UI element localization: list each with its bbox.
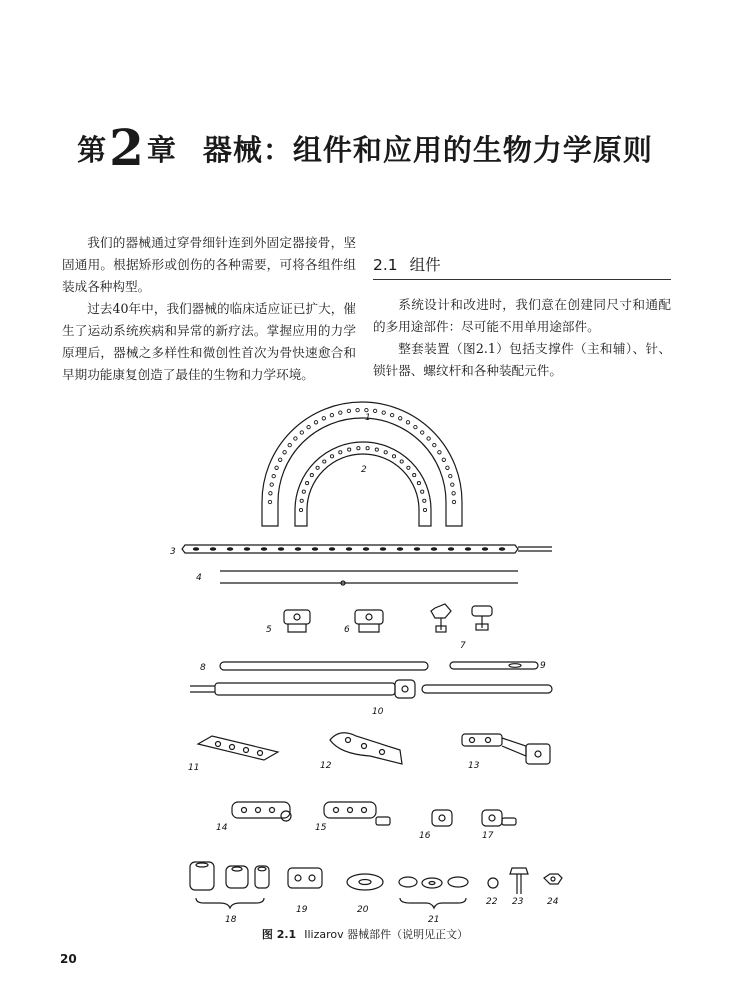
hole <box>323 460 326 463</box>
hole <box>294 437 297 440</box>
hole <box>322 417 325 420</box>
hole <box>482 547 488 551</box>
part-19-connector <box>288 868 322 888</box>
part-15-threaded-post <box>324 802 390 825</box>
hole <box>300 499 303 502</box>
part-5-wire-fixation-bolt <box>284 610 310 632</box>
part-label-15: 15 <box>315 823 327 833</box>
part-label-13: 13 <box>468 761 480 771</box>
part-label-4: 4 <box>196 573 202 583</box>
hole <box>417 482 420 485</box>
hole <box>390 413 393 416</box>
hole <box>363 547 369 551</box>
hole <box>400 460 403 463</box>
hole <box>210 547 216 551</box>
hole <box>302 490 305 493</box>
hole <box>193 547 199 551</box>
hole <box>348 448 351 451</box>
hole <box>392 455 395 458</box>
hole <box>423 508 426 511</box>
hole <box>310 474 313 477</box>
paragraph: 过去40年中，我们器械的临床适应证已扩大，催生了运动系统疾病和异常的新疗法。掌握应用的力学原理后，器械之多样性和微创性首次为骨快速愈合和早期功能康复创造了最佳的生物和力学环境。 <box>62 301 356 382</box>
chapter-number: 2 <box>109 118 145 177</box>
hole <box>272 474 275 477</box>
hole <box>421 490 424 493</box>
hole <box>339 451 342 454</box>
hole <box>346 547 352 551</box>
hole <box>433 443 436 446</box>
part-label-19: 19 <box>296 905 308 915</box>
page-number: 20 <box>60 952 77 966</box>
part-label-6: 6 <box>344 625 350 635</box>
hole <box>406 421 409 424</box>
hole <box>375 448 378 451</box>
hole <box>244 547 250 551</box>
part-13-twisted-plate <box>462 734 550 764</box>
part-12-curved-plate <box>330 733 402 764</box>
hole <box>380 547 386 551</box>
hole <box>227 547 233 551</box>
hole <box>278 547 284 551</box>
figure-apparatus-components <box>160 398 580 925</box>
paragraph: 我们的器械通过穿骨细针连到外固定器接骨，坚固通用。根据矫形或创伤的各种需要，可将各组件组装成各种构型。 <box>62 235 356 294</box>
hole <box>357 447 360 450</box>
hole <box>397 547 403 551</box>
part-label-20: 20 <box>357 905 369 915</box>
hole <box>270 483 273 486</box>
part-label-11: 11 <box>188 763 200 773</box>
hole <box>295 547 301 551</box>
part-label-1: 1 <box>365 413 371 423</box>
part-24-nut <box>544 874 562 884</box>
section-heading <box>373 253 671 280</box>
hole <box>384 451 387 454</box>
section-title: 组件 <box>409 256 441 274</box>
part-label-21: 21 <box>428 915 440 925</box>
hole <box>442 458 445 461</box>
hole <box>414 547 420 551</box>
part-20-serrated-washer <box>347 874 383 890</box>
hole <box>275 466 278 469</box>
part-3-long-plate <box>182 545 552 553</box>
part-label-8: 8 <box>200 663 206 673</box>
part-11-straight-plate <box>198 736 278 760</box>
hole <box>413 474 416 477</box>
figure-caption-text: Ilizarov 器械部件（说明见正文） <box>304 928 469 941</box>
hole <box>306 482 309 485</box>
components-drawing <box>160 398 580 925</box>
part-label-10: 10 <box>372 707 384 717</box>
hole <box>451 483 454 486</box>
part-8-threaded-rod <box>220 662 428 670</box>
hole <box>452 500 455 503</box>
hole <box>268 500 271 503</box>
hole <box>382 411 385 414</box>
part-23-bolt <box>510 868 528 894</box>
part-label-5: 5 <box>266 625 272 635</box>
part-label-9: 9 <box>540 661 546 671</box>
hole <box>299 508 302 511</box>
hole <box>314 421 317 424</box>
section-number: 2.1 <box>373 256 398 274</box>
hole <box>347 409 350 412</box>
part-label-17: 17 <box>482 831 494 841</box>
hole <box>452 492 455 495</box>
part-label-7: 7 <box>460 641 466 651</box>
hole <box>431 547 437 551</box>
figure-number: 图 2.1 <box>261 928 297 941</box>
part-label-23: 23 <box>512 897 524 907</box>
part-4-wires <box>220 571 518 585</box>
hole <box>399 417 402 420</box>
left-column <box>62 232 356 386</box>
hole <box>427 437 430 440</box>
hole <box>421 431 424 434</box>
hole <box>407 466 410 469</box>
paragraph: 系统设计和改进时，我们意在创建同尺寸和通配的多用途部件：尽可能不用单用途部件。 <box>373 297 671 334</box>
part-6-wire-fixation-bolt <box>355 610 383 632</box>
hole <box>288 443 291 446</box>
hole <box>307 425 310 428</box>
hole <box>414 425 417 428</box>
part-label-3: 3 <box>170 547 176 557</box>
hole <box>465 547 471 551</box>
part-label-24: 24 <box>547 897 559 907</box>
chapter-suffix: 章 <box>146 133 177 167</box>
hole <box>423 499 426 502</box>
hole <box>261 547 267 551</box>
chapter-title-text: 器械：组件和应用的生物力学原则 <box>202 133 653 167</box>
hole <box>269 492 272 495</box>
part-1-half-ring <box>262 402 462 526</box>
figure-caption <box>0 926 730 942</box>
part-14-post <box>232 802 291 821</box>
part-18-bushings <box>190 862 269 908</box>
hole <box>312 547 318 551</box>
paragraph: 整套装置（图2.1）包括支撑件（主和辅）、针、锁针器、螺纹杆和各种装配元件。 <box>373 341 671 378</box>
chapter-prefix: 第 <box>77 133 108 167</box>
hole <box>300 431 303 434</box>
part-label-2: 2 <box>361 465 367 475</box>
part-2-half-ring-small <box>295 442 431 526</box>
part-10-telescopic-rod <box>190 680 552 698</box>
hole <box>279 458 282 461</box>
hole <box>373 409 376 412</box>
hole <box>339 411 342 414</box>
part-label-14: 14 <box>216 823 228 833</box>
part-16-short-post <box>432 810 452 826</box>
hole <box>449 474 452 477</box>
hole <box>366 447 369 450</box>
right-column <box>373 294 671 382</box>
part-label-22: 22 <box>486 897 498 907</box>
part-21-washers <box>399 877 468 908</box>
hole <box>330 455 333 458</box>
hole <box>448 547 454 551</box>
hole <box>365 408 368 411</box>
part-label-12: 12 <box>320 761 332 771</box>
part-9-short-rod <box>450 662 538 669</box>
part-label-16: 16 <box>419 831 431 841</box>
hole <box>329 547 335 551</box>
hole <box>316 466 319 469</box>
part-22-spring-washer <box>488 878 498 888</box>
part-label-18: 18 <box>225 915 237 925</box>
chapter-title <box>0 118 730 177</box>
hole <box>446 466 449 469</box>
hole <box>499 547 505 551</box>
hole <box>356 408 359 411</box>
hole <box>330 413 333 416</box>
hole <box>283 451 286 454</box>
part-7-bolts <box>431 604 492 632</box>
part-17-short-threaded-post <box>482 810 516 826</box>
hole <box>438 451 441 454</box>
